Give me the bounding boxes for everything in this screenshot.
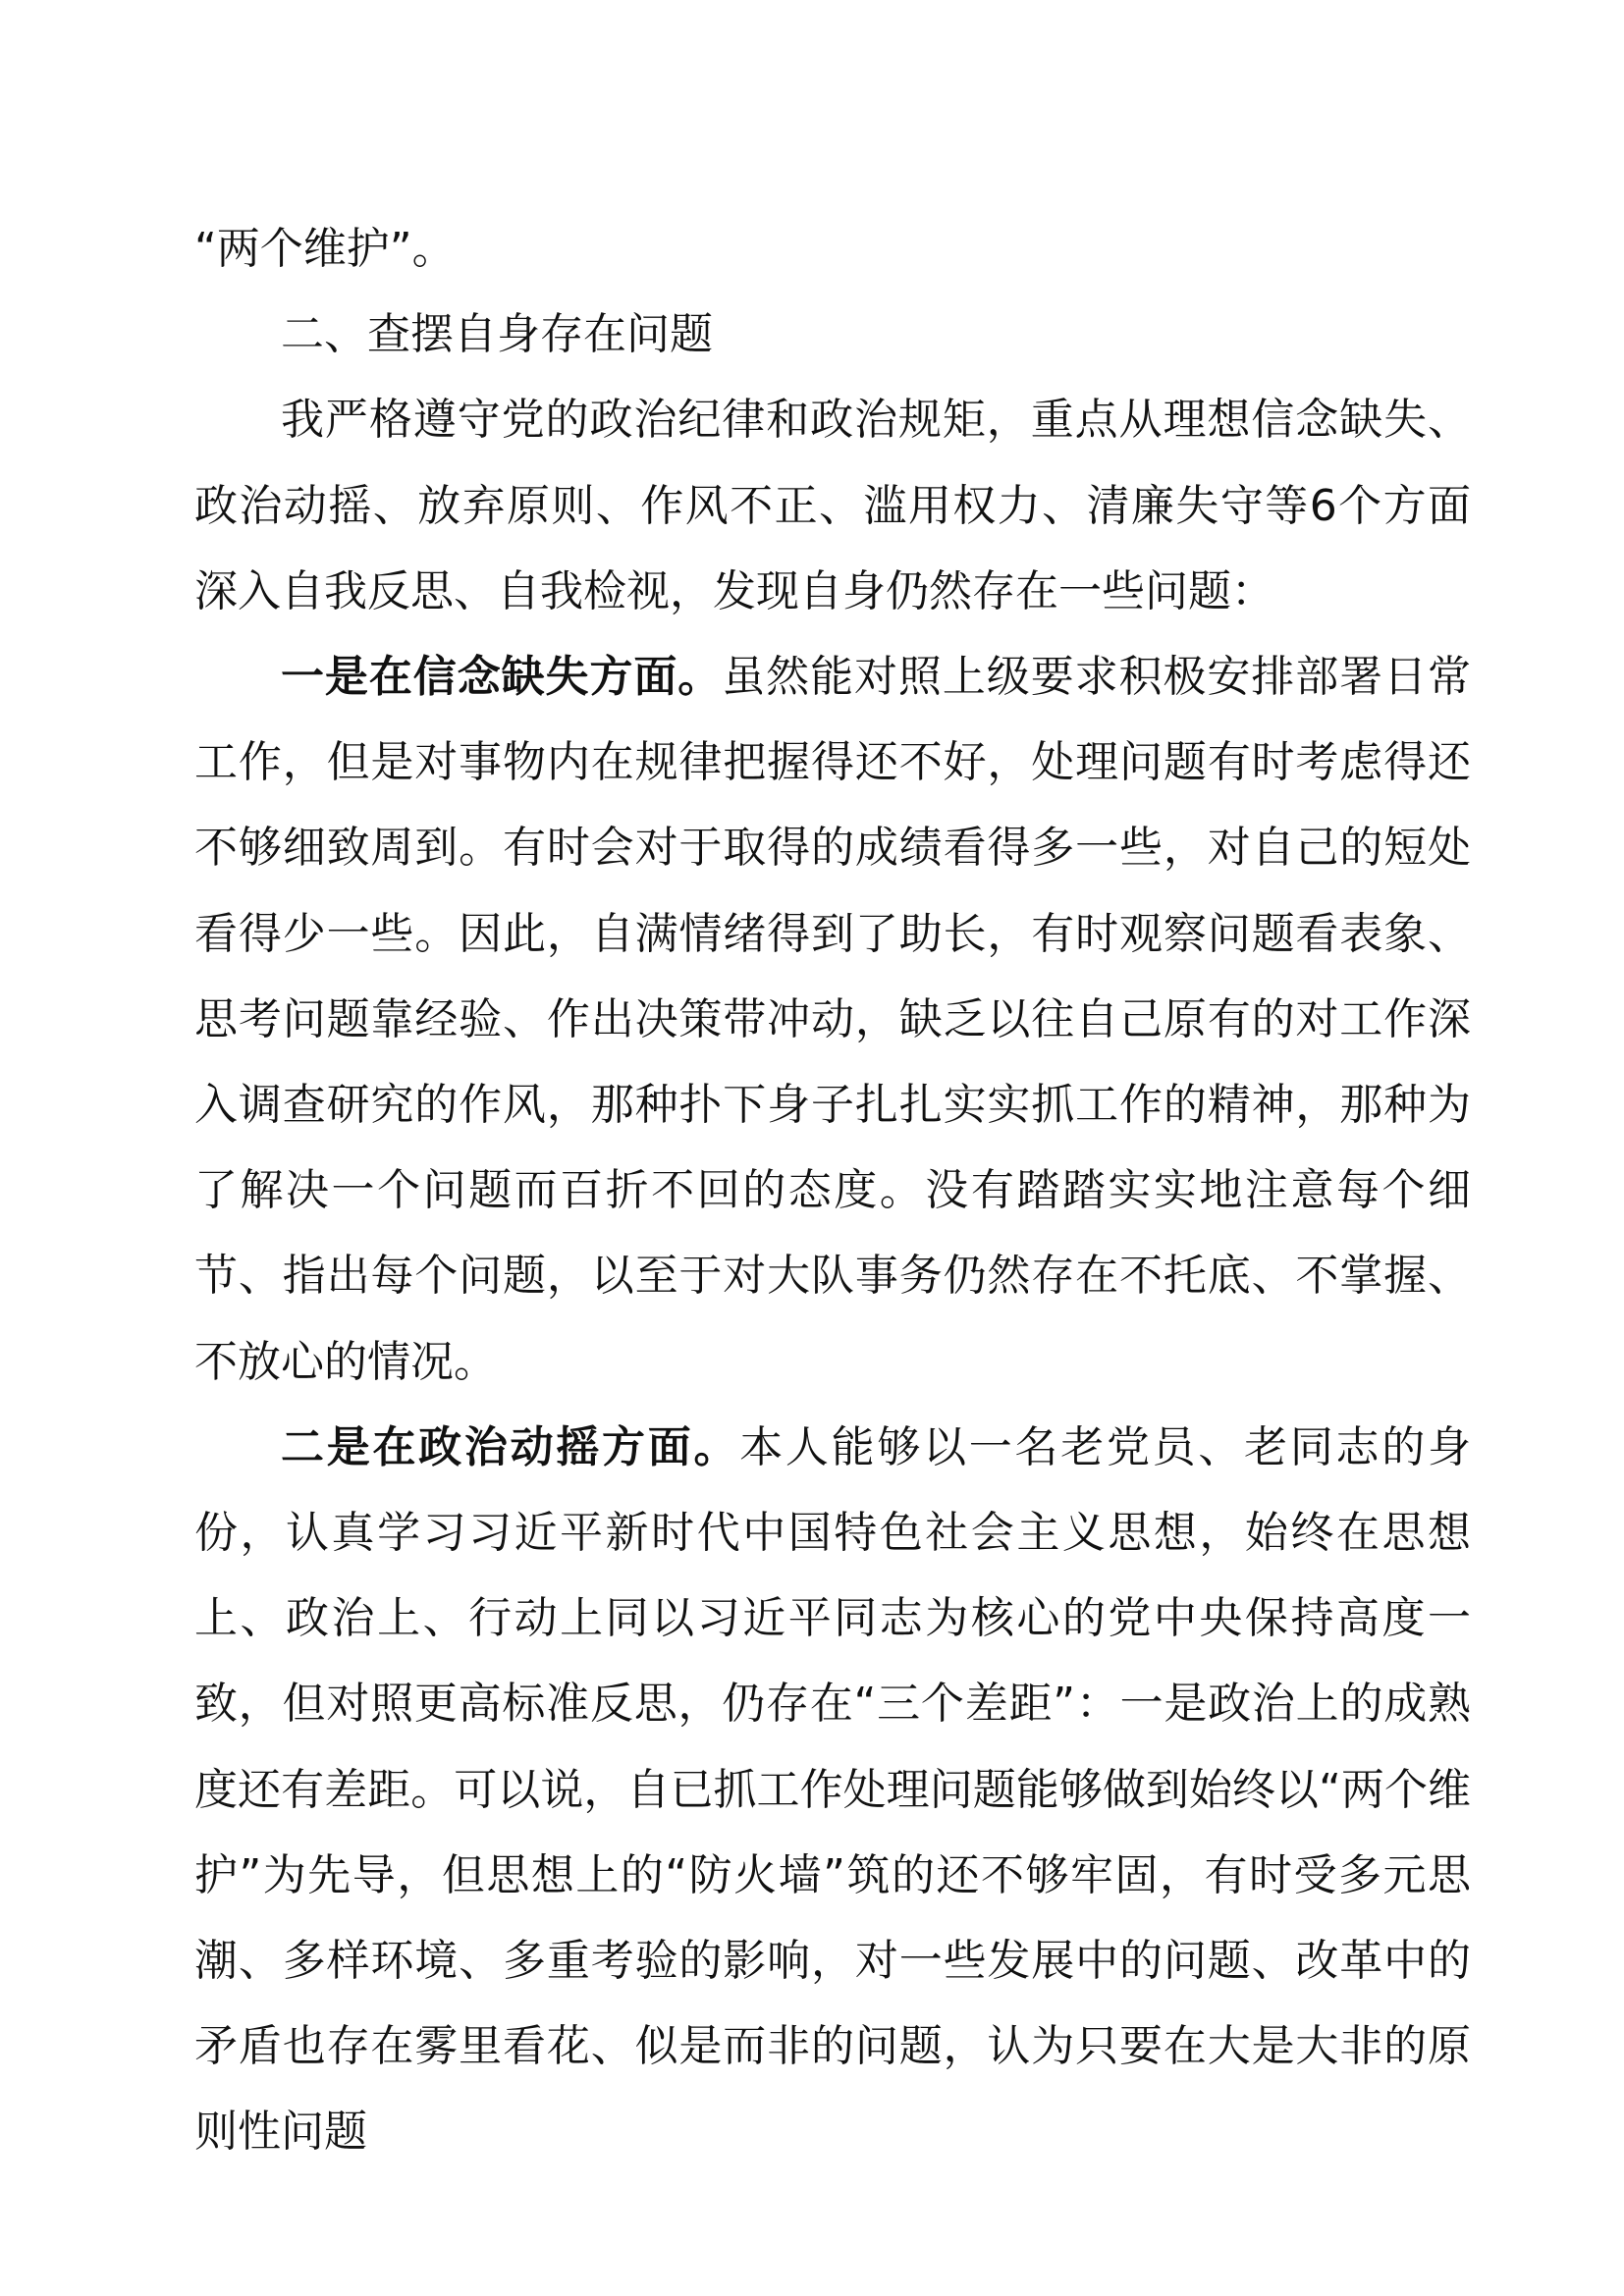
intro-paragraph: 我严格遵守党的政治纪律和政治规矩，重点从理想信念缺失、政治动摇、放弃原则、作风不正、滥用权力、清廉失守等6个方面深入自我反思、自我检视，发现自身仍然存在一些问题： bbox=[194, 395, 1471, 616]
paragraph-body: 本人能够以一名老党员、老同志的身份，认真学习习近平新时代中国特色社会主义思想，始终在思想上、政治上、行动上同以习近平同志为核心的党中央保持高度一致，但对照更高标准反思，仍存在“三个差距”：一是政治上的成熟度还有差距。可以说，自已抓工作处理问题能够做到始终以“两个维护”为先导，但思想上的“防火墙”筑的还不够牢固，有时受多元思潮、多样环境、多重考验的影响，对一些发展中的问题、改革中的矛盾也存在雾里看花、似是而非的问题，认为只要在大是大非的原则性问题 bbox=[194, 1421, 1472, 2158]
paragraph-lead: 一是在信念缺失方面。 bbox=[281, 652, 723, 703]
paragraph-body: 虽然能对照上级要求积极安排部署日常工作，但是对事物内在规律把握得还不好，处理问题有时考虑得还不够细致周到。有时会对于取得的成绩看得多一些，对自己的短处看得少一些。因此，自满情绪得到了助长，有时观察问题看表象、思考问题靠经验、作出决策带冲动，缺乏以往自己原有的对工作深入调查研究的作风，那种扑下身子扎扎实实抓工作的精神，那种为了解决一个问题而百折不回的态度。没有踏踏实实地注意每个细节、指出每个问题，以至于对大队事务仍然存在不托底、不掌握、不放心的情况。 bbox=[194, 652, 1472, 1387]
paragraph-lead: 二是在政治动摇方面。 bbox=[281, 1421, 740, 1472]
paragraph-belief bbox=[194, 634, 1471, 1405]
document-body bbox=[194, 206, 1471, 2175]
paragraph-politics bbox=[194, 1405, 1471, 2175]
opening-fragment: “两个维护”。 bbox=[194, 224, 456, 274]
section-heading: 二、查摆自身存在问题 bbox=[281, 309, 713, 360]
